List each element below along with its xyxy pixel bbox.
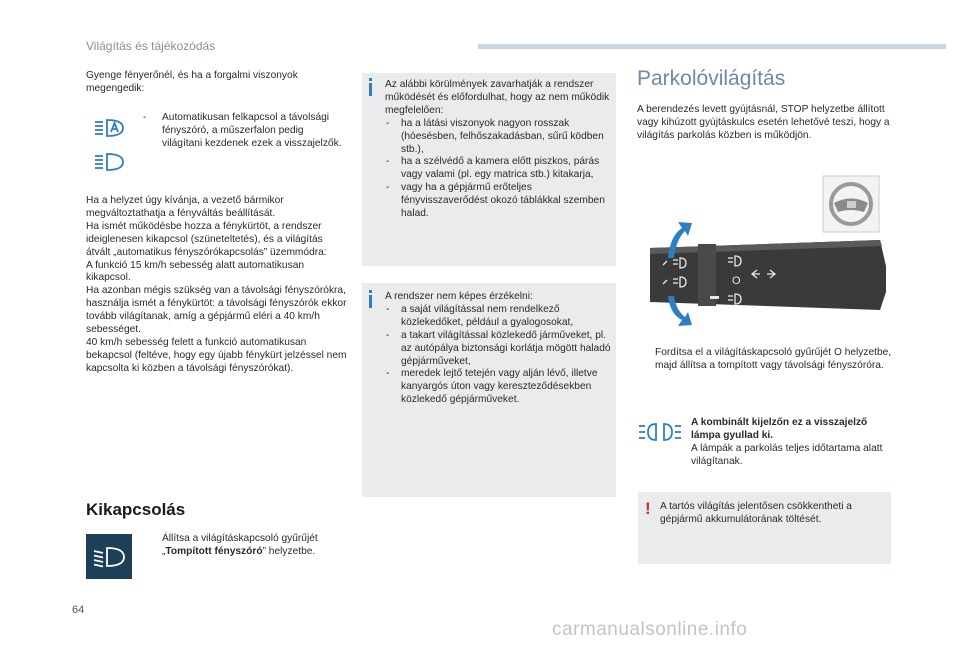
info-icon xyxy=(369,290,372,308)
body-paragraph: 40 km/h sebesség felett a funkció automatikusan bekapcsol (feltéve, hogy egy újabb fénykürt jelzéssel nem kapcsolta ki közben a távolsági fényszórókat). xyxy=(86,336,347,374)
light-stalk-illustration xyxy=(650,170,890,335)
auto-item-dash: - xyxy=(143,112,147,123)
instruction-bold: Tompított fényszóró xyxy=(165,545,263,557)
body-paragraph: Ha azonban mégis szükség van a távolsági fényszórókra, használja ismét a fénykürtöt: a távolsági fényszórók ekkor tovább világítanak, amíg a gépjármű eléri a 40 km/h sebességet. xyxy=(86,285,347,336)
info-box-conditions-text xyxy=(385,79,613,221)
kikapcsolas-instruction xyxy=(162,533,352,559)
body-paragraph: Ha ismét működésbe hozza a fénykürtöt, a rendszer ideiglenesen kikapcsol (szüneteltetés), és a világítás átvált „automatikus fényszórókapcsolás” üzemmódra: xyxy=(86,220,327,258)
instruction-pre: Állítsa a világításkapcsoló gyűrűjét „ xyxy=(162,533,318,557)
intro-text: Gyenge fényerőnél, és ha a forgalmi viszonyok megengedik: xyxy=(86,70,298,94)
list-item: - ha a látási viszonyok nagyon rosszak (hóesésben, felhőszakadásban, sűrű ködben stb.), xyxy=(385,118,613,157)
list-item: - a takart világítással közlekedő járműveket, pl. az autópálya biztonsági korlátja mögött haladó gépjárműveket, xyxy=(385,330,613,369)
low-beam-icon xyxy=(93,546,125,568)
low-beam-icon-box xyxy=(86,534,132,579)
parking-lights-intro: A berendezés levett gyújtásnál, STOP helyzetbe állított vagy kihúzott gyújtáskulcs esetén lehetővé teszi, hogy a világítás parkolás közben is működjön. xyxy=(637,104,890,141)
auto-high-beam-a-icon xyxy=(94,118,124,143)
auto-item-text: Automatikusan felkapcsol a távolsági fényszóró, a műszerfalon pedig világítani kezdenek ezek a visszajelzők. xyxy=(162,112,342,149)
stalk-o-mark: O xyxy=(732,275,741,287)
section-header-title: Világítás és tájékozódás xyxy=(86,39,216,53)
body-paragraph: Ha a helyzet úgy kívánja, a vezető bármikor megváltoztathatja a fényváltás beállítását. xyxy=(86,195,284,219)
list-item: - a saját világítással nem rendelkező közlekedőket, például a gyalogosokat, xyxy=(385,304,613,330)
info-box-intro: Az alábbi körülmények zavarhatják a rendszer működését és előfordulhat, hogy az nem működik megfelelően: xyxy=(385,79,610,116)
page-number: 64 xyxy=(72,604,85,616)
parking-lights-indicator-icon xyxy=(638,421,682,448)
info-box-intro: A rendszer nem képes érzékelni: xyxy=(385,291,533,302)
high-beam-indicator-icon xyxy=(94,152,124,177)
steering-wheel-icon xyxy=(823,176,879,232)
warning-icon: ! xyxy=(645,499,651,518)
header-divider-bar xyxy=(478,44,946,49)
kikapcsolas-heading: Kikapcsolás xyxy=(86,500,186,519)
list-item: - meredek lejtő tetején vagy alján lévő, illetve kanyargós úton vagy kereszteződésekben közlekedő gépjárműveket. xyxy=(385,368,613,407)
indicator-title: A kombinált kijelzőn ez a visszajelző lámpa gyullad ki. xyxy=(691,417,868,441)
info-box-limitations-text xyxy=(385,291,613,407)
body-text xyxy=(86,195,348,376)
parking-instruction: Fordítsa el a világításkapcsoló gyűrűjét O helyzetbe, majd állítsa a tompított vagy távolsági fényszóróra. xyxy=(655,347,892,371)
list-item: - ha a szélvédő a kamera előtt piszkos, párás vagy valami (pl. egy matrica stb.) kitakarja, xyxy=(385,156,613,182)
parking-lights-heading: Parkolóvilágítás xyxy=(637,67,786,90)
body-paragraph: A funkció 15 km/h sebesség alatt automatikusan kikapcsol. xyxy=(86,259,305,284)
indicator-description xyxy=(691,417,887,469)
instruction-post: ” helyzetbe. xyxy=(262,545,316,557)
list-item: - vagy ha a gépjármű erőteljes fényvisszaverődést okozó táblákkal szemben halad. xyxy=(385,182,613,221)
info-icon xyxy=(369,78,372,96)
indicator-text: A lámpák a parkolás teljes időtartama alatt világítanak. xyxy=(691,442,883,467)
watermark: carmanualsonline.info xyxy=(552,619,748,640)
warning-text: A tartós világítás jelentősen csökkentheti a gépjármű akkumulátorának töltését. xyxy=(660,501,852,525)
